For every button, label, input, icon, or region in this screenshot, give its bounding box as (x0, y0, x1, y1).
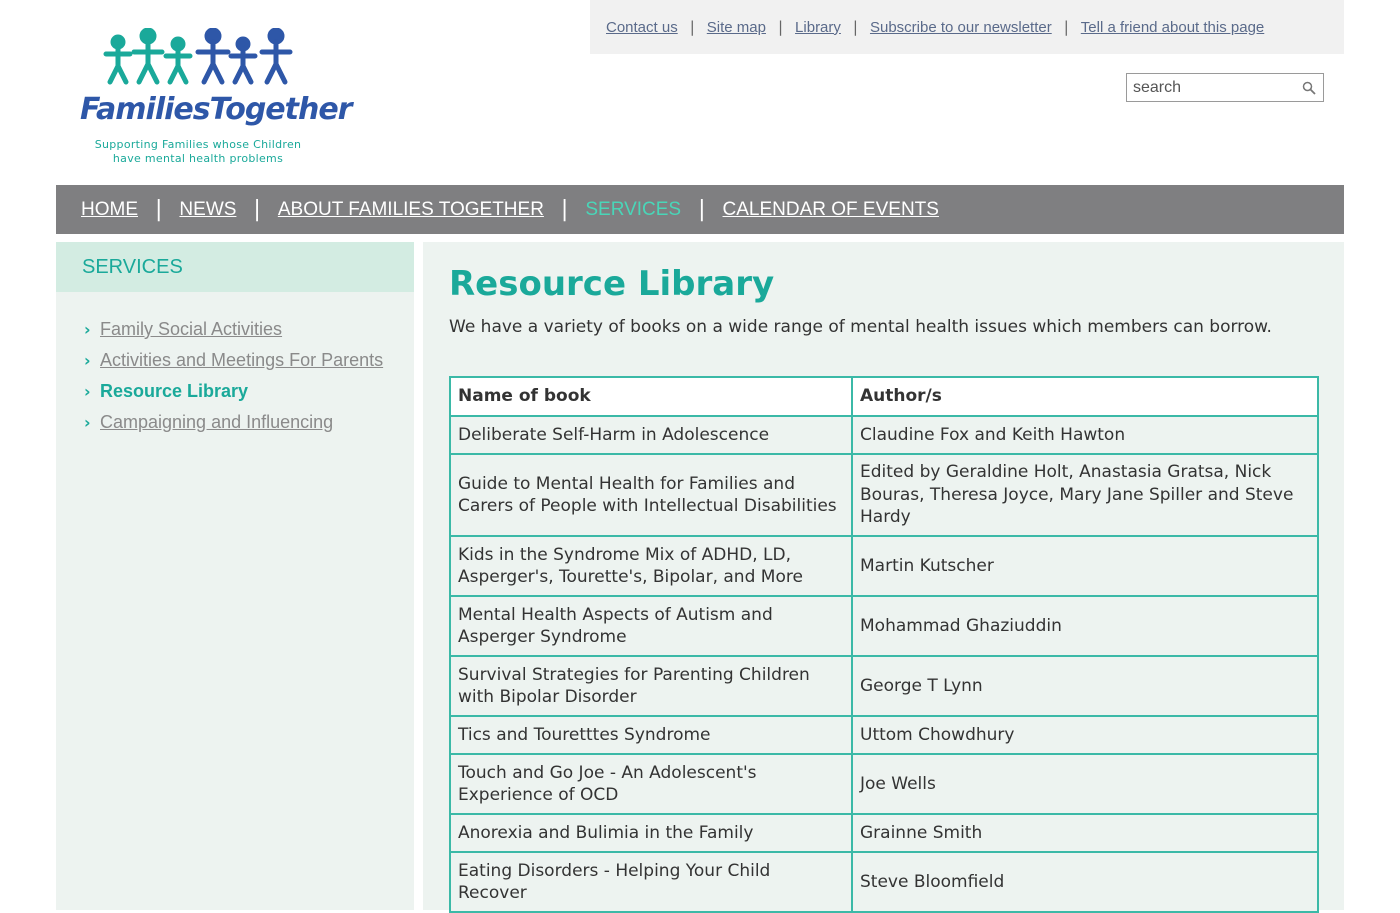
book-title-cell: Kids in the Syndrome Mix of ADHD, LD, Asperger's, Tourette's, Bipolar, and More (450, 536, 852, 596)
nav-separator: | (560, 197, 569, 222)
table-row (450, 596, 1318, 656)
sidebar-item-resource-library (84, 376, 383, 407)
intro-text: We have a variety of books on a wide range of mental health issues which members can borrow. (449, 317, 1272, 337)
table-row (450, 656, 1318, 716)
nav-calendar[interactable]: CALENDAR OF EVENTS (722, 198, 939, 220)
author-cell: Joe Wells (852, 754, 1318, 814)
chevron-right-icon: › (84, 351, 91, 370)
sidebar-item-campaigning (84, 407, 383, 438)
chevron-right-icon: › (84, 413, 91, 432)
subscribe-newsletter-link[interactable]: Subscribe to our newsletter (869, 18, 1052, 36)
nav-home[interactable]: HOME (81, 198, 138, 220)
nav-separator: | (253, 197, 261, 222)
column-header-book: Name of book (450, 377, 852, 416)
contact-us-link[interactable]: Contact us (606, 18, 678, 36)
table-row (450, 716, 1318, 754)
sidebar (56, 242, 414, 910)
sidebar-menu (84, 314, 383, 438)
sidebar-link-family-social[interactable]: Family Social Activities (100, 319, 283, 339)
search-icon[interactable] (1302, 81, 1316, 95)
table-row (450, 536, 1318, 596)
sidebar-item-family-social (84, 314, 383, 345)
main-content (423, 242, 1344, 910)
link-separator: | (777, 18, 784, 36)
logo-tagline: Supporting Families whose Children have mental health problems (94, 138, 302, 165)
page-title: Resource Library (449, 264, 775, 304)
main-nav (56, 185, 1344, 234)
sidebar-item-activities-meetings (84, 345, 383, 376)
table-header-row (450, 377, 1318, 416)
table-row (450, 454, 1318, 536)
sidebar-link-activities-meetings[interactable]: Activities and Meetings For Parents (100, 350, 384, 370)
library-link[interactable]: Library (795, 18, 841, 36)
sidebar-heading: SERVICES (56, 242, 414, 292)
link-separator: | (852, 18, 858, 36)
chevron-right-icon: › (84, 382, 91, 401)
search-box (1126, 73, 1324, 102)
author-cell: George T Lynn (852, 656, 1318, 716)
book-title-cell: Anorexia and Bulimia in the Family (450, 814, 852, 852)
author-cell: Martin Kutscher (852, 536, 1318, 596)
nav-about[interactable]: ABOUT FAMILIES TOGETHER (277, 198, 544, 220)
book-title-cell: Deliberate Self-Harm in Adolescence (450, 416, 852, 454)
author-cell: Steve Bloomfield (852, 852, 1318, 912)
nav-services[interactable]: SERVICES (585, 198, 682, 220)
site-map-link[interactable]: Site map (706, 18, 766, 36)
utility-links (590, 0, 1344, 54)
author-cell: Edited by Geraldine Holt, Anastasia Gratsa, Nick Bouras, Theresa Joyce, Mary Jane Spiller and Steve Hardy (852, 454, 1318, 536)
books-table (449, 376, 1319, 913)
table-row (450, 814, 1318, 852)
tell-a-friend-link[interactable]: Tell a friend about this page (1080, 18, 1265, 36)
book-title-cell: Tics and Touretttes Syndrome (450, 716, 852, 754)
book-title-cell: Eating Disorders - Helping Your Child Recover (450, 852, 852, 912)
search-input[interactable] (1133, 78, 1293, 98)
author-cell: Uttom Chowdhury (852, 716, 1318, 754)
table-row (450, 416, 1318, 454)
link-separator: | (689, 18, 695, 36)
link-separator: | (1063, 18, 1069, 36)
sidebar-link-campaigning[interactable]: Campaigning and Influencing (100, 412, 334, 432)
author-cell: Mohammad Ghaziuddin (852, 596, 1318, 656)
logo-wordmark: FamiliesTogether (80, 92, 352, 127)
author-cell: Grainne Smith (852, 814, 1318, 852)
sidebar-link-resource-library[interactable]: Resource Library (100, 381, 249, 401)
table-row (450, 754, 1318, 814)
table-row (450, 852, 1318, 912)
site-logo[interactable] (78, 28, 352, 168)
column-header-author: Author/s (852, 377, 1318, 416)
author-cell: Claudine Fox and Keith Hawton (852, 416, 1318, 454)
chevron-right-icon: › (84, 320, 91, 339)
nav-news[interactable]: NEWS (179, 198, 237, 220)
book-title-cell: Touch and Go Joe - An Adolescent's Experience of OCD (450, 754, 852, 814)
book-title-cell: Mental Health Aspects of Autism and Asperger Syndrome (450, 596, 852, 656)
book-title-cell: Guide to Mental Health for Families and Carers of People with Intellectual Disabilities (450, 454, 852, 536)
nav-separator: | (155, 197, 163, 222)
nav-separator: | (698, 197, 706, 222)
families-figures-icon (98, 28, 298, 88)
book-title-cell: Survival Strategies for Parenting Children with Bipolar Disorder (450, 656, 852, 716)
